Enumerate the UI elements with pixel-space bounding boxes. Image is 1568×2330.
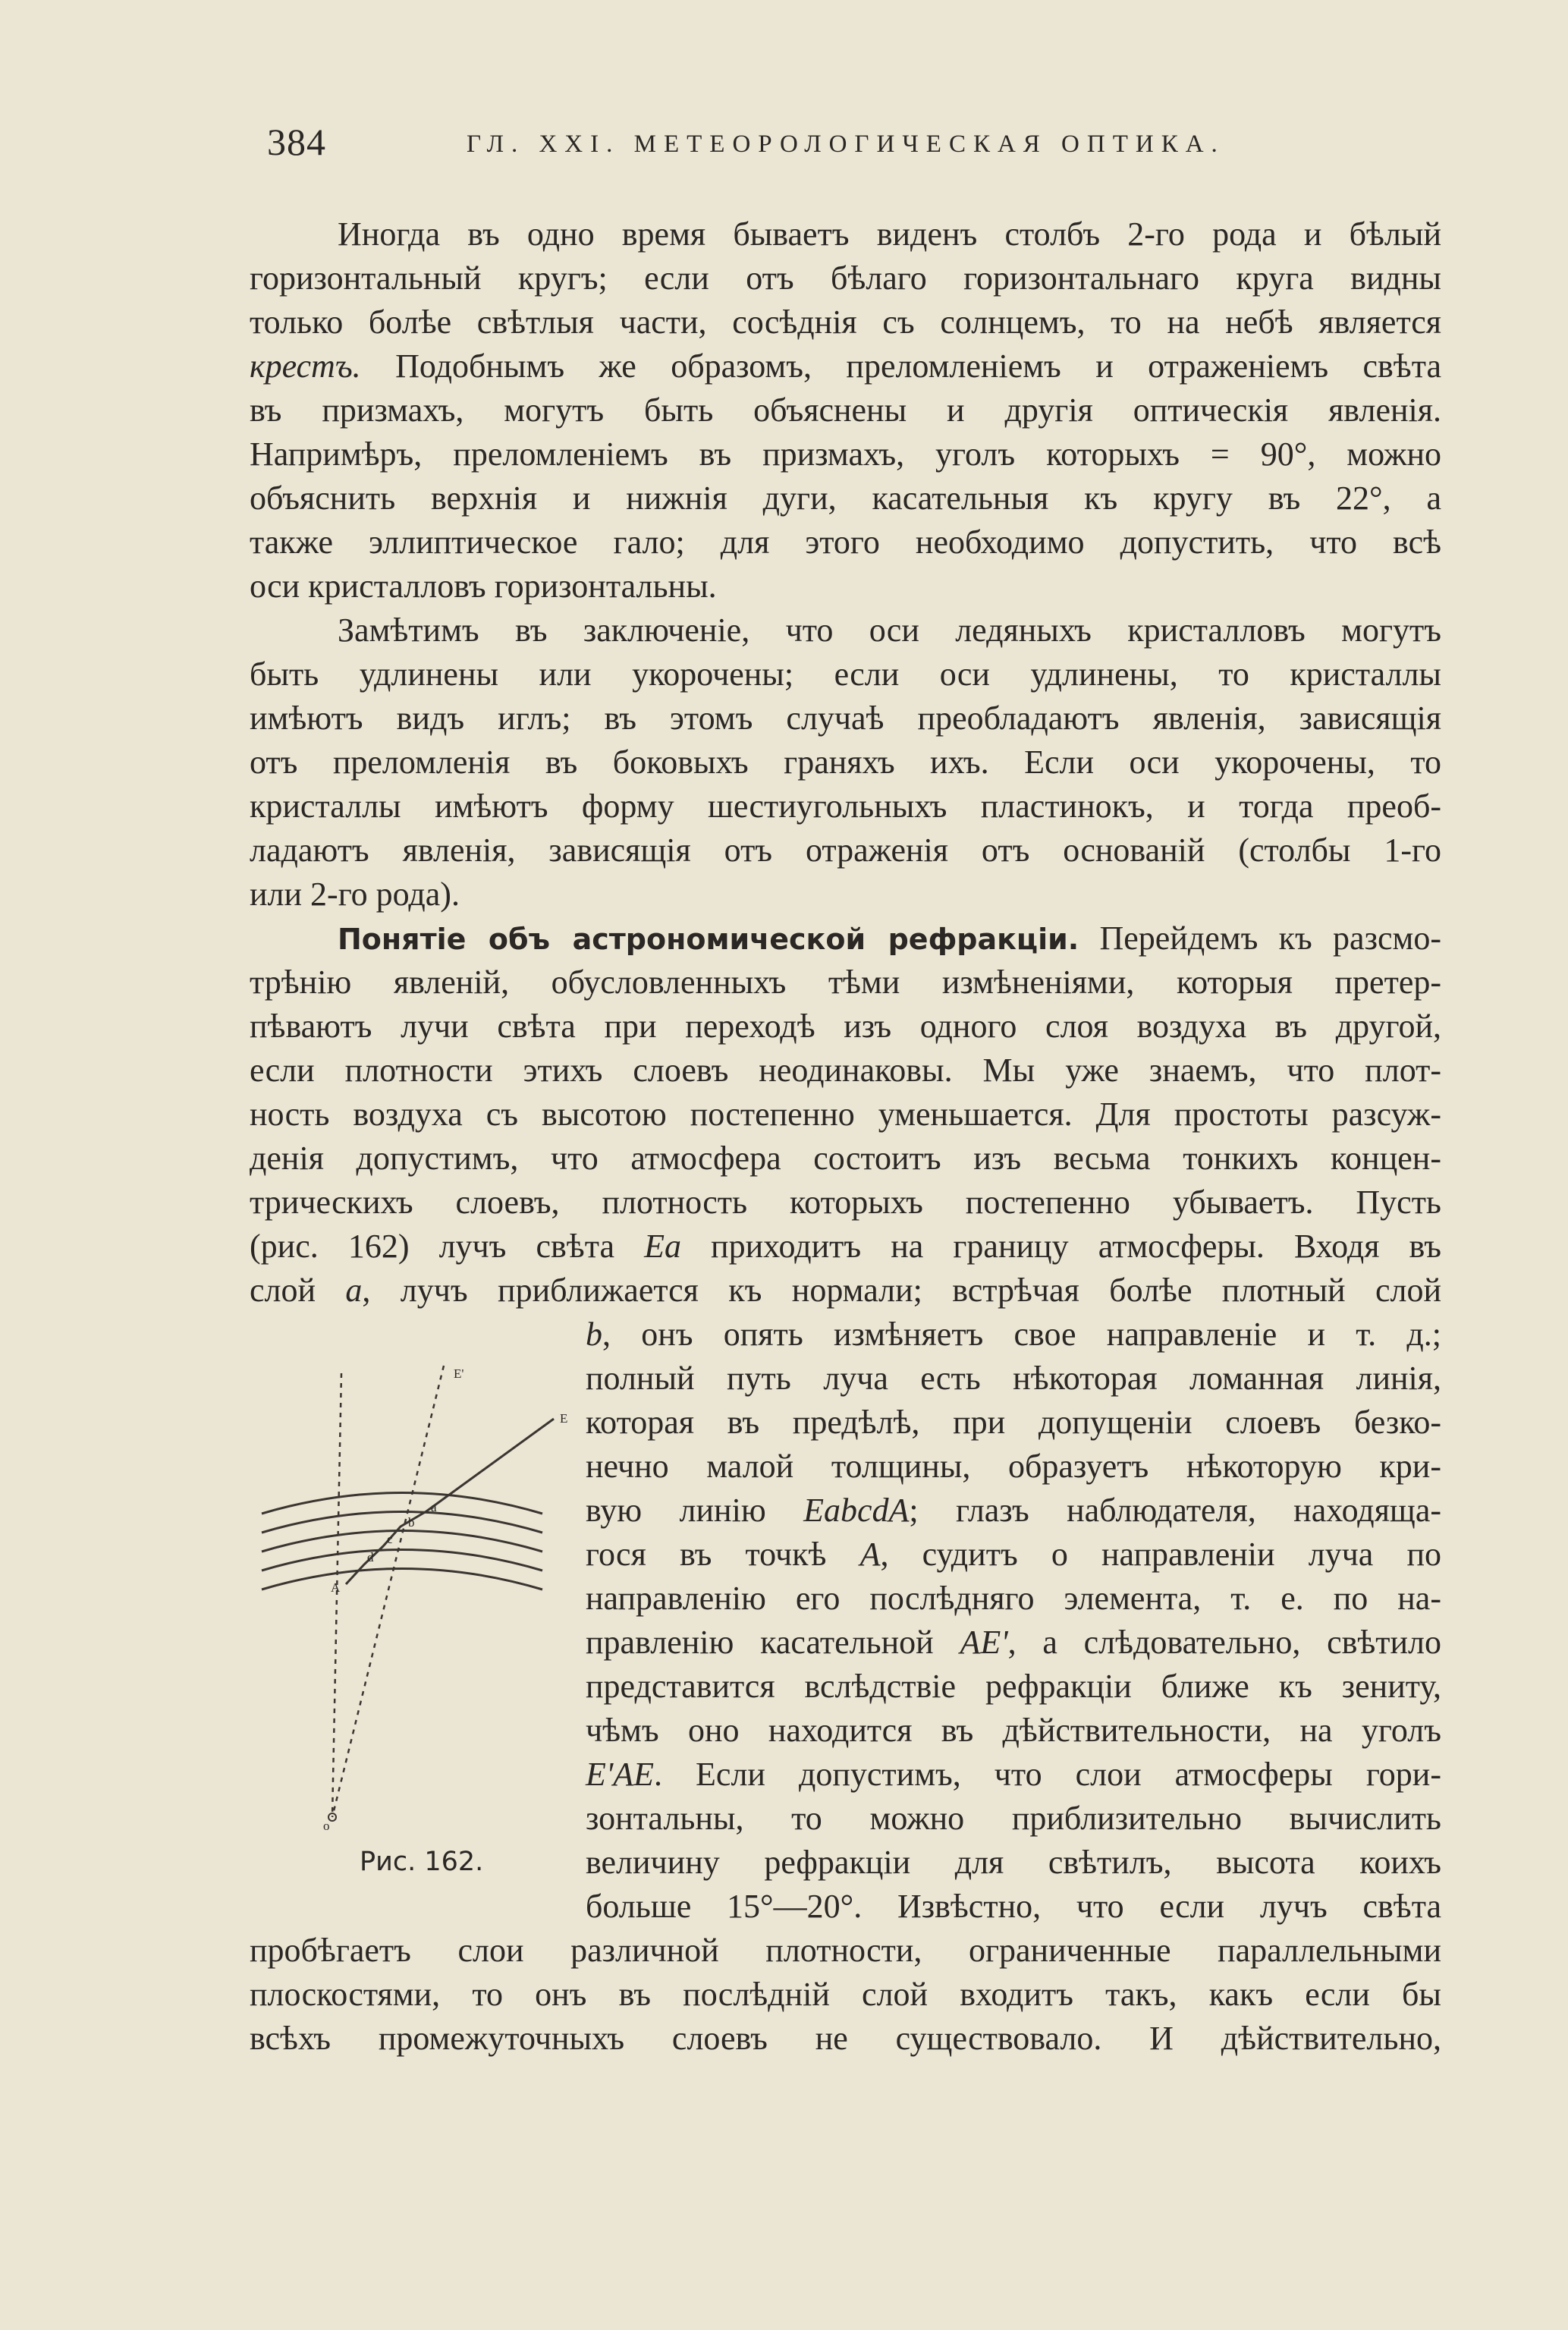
text-line: вую линію EabcdA; глазъ наблюдателя, находяща- [586,1492,1441,1529]
text-line: въ призмахъ, могутъ быть объяснены и другія оптическія явленія. [250,391,1441,429]
atmosphere-layer-d [262,1550,542,1571]
label-d: d [367,1550,374,1564]
text-line: имѣютъ видъ иглъ; въ этомъ случаѣ преобладаютъ явленія, зависящія [250,700,1441,737]
text-line: крестъ. Подобнымъ же образомъ, преломленіемъ и отраженіемъ свѣта [250,347,1441,385]
text-line: Понятіе объ астрономической рефракціи. Перейдемъ къ разсмо- [338,920,1441,957]
text-line: оси кристалловъ горизонтальны. [250,568,717,605]
text-line: полный путь луча есть нѣкоторая ломанная линія, [586,1360,1441,1397]
text-line: слой a, лучъ приближается къ нормали; встрѣчая болѣе плотный слой [250,1272,1441,1309]
running-head: ГЛ. XXI. МЕТЕОРОЛОГИЧЕСКАЯ ОПТИКА. [467,130,1225,158]
label-a: a [431,1500,437,1514]
text-line: Напримѣръ, преломленіемъ въ призмахъ, уголъ которыхъ = 90°, можно [250,435,1441,473]
text-line: плоскостями, то онъ въ послѣдній слой входитъ такъ, какъ если бы [250,1976,1441,2013]
text-line: или 2-го рода). [250,876,460,913]
text-line: пробѣгаетъ слои различной плотности, ограниченные параллельными [250,1932,1441,1969]
label-e: E [560,1411,568,1426]
label-c: c [387,1532,393,1546]
text-line: всѣхъ промежуточныхъ слоевъ не существовало. И дѣйствительно, [250,2020,1441,2057]
text-line: (рис. 162) лучъ свѣта Ea приходитъ на границу атмосферы. Входя въ [250,1228,1441,1265]
text-line: гося въ точкѣ A, судитъ о направленіи луча по [586,1536,1441,1573]
label-b: b [408,1515,415,1530]
atmosphere-layer-a [262,1493,542,1514]
text-line: денія допустимъ, что атмосфера состоитъ изъ весьма тонкихъ концен- [250,1140,1441,1177]
text-line: трическихъ слоевъ, плотность которыхъ постепенно убываетъ. Пусть [250,1184,1441,1221]
label-e-prime: E' [454,1366,464,1381]
refraction-figure [250,1351,584,1844]
text-line: чѣмъ оно находится въ дѣйствительности, на уголъ [586,1712,1441,1749]
page-number: 384 [267,121,326,163]
text-line: кристаллы имѣютъ форму шестиугольныхъ пластинокъ, и тогда преоб- [250,788,1441,825]
text-line: направленію его послѣдняго элемента, т. е. по на- [586,1580,1441,1617]
text-line: правленію касательной AE', а слѣдовательно, свѣтило [586,1624,1441,1661]
text-line: также эллиптическое гало; для этого необходимо допустить, что всѣ [250,524,1441,561]
atmosphere-layer-c [262,1531,542,1552]
text-line: зонтальны, то можно приблизительно вычислить [586,1800,1441,1837]
text-line: ность воздуха съ высотою постепенно уменьшается. Для простоты разсуж- [250,1096,1441,1133]
text-line: Замѣтимъ въ заключеніе, что оси ледяныхъ кристалловъ могутъ [338,612,1441,649]
text-line: если плотности этихъ слоевъ неодинаковы. Мы уже знаемъ, что плот- [250,1052,1441,1089]
text-line: только болѣе свѣтлыя части, сосѣднія съ солнцемъ, то на небѣ является [250,303,1441,341]
text-line: представится вслѣдствіе рефракціи ближе къ зениту, [586,1668,1441,1705]
label-a-observer: A [331,1580,341,1595]
text-line: ладаютъ явленія, зависящія отъ отраженія отъ основаній (столбы 1-го [250,832,1441,869]
text-line: E'AE. Если допустимъ, что слои атмосферы гори- [586,1756,1441,1793]
text-line: отъ преломленія въ боковыхъ граняхъ ихъ. Если оси укорочены, то [250,744,1441,781]
text-line: объяснить верхнія и нижнія дуги, касательныя къ кругу въ 22°, а [250,480,1441,517]
text-line: трѣнію явленій, обусловленныхъ тѣми измѣненіями, которыя претер- [250,964,1441,1001]
text-line: величину рефракціи для свѣтилъ, высота коихъ [586,1844,1441,1881]
text-line: нечно малой толщины, образуетъ нѣкоторую кри- [586,1448,1441,1485]
light-ray-path [346,1419,554,1584]
text-line: b, онъ опять измѣняетъ свое направленіе и т. д.; [586,1316,1441,1353]
atmosphere-layer-b [262,1512,542,1533]
ground-surface [262,1569,542,1590]
zenith-line [332,1373,341,1817]
text-line: быть удлинены или укорочены; если оси удлинены, то кристаллы [250,656,1441,693]
text-line: больше 15°—20°. Извѣстно, что если лучъ свѣта [586,1888,1441,1925]
text-line: пѣваютъ лучи свѣта при переходѣ изъ одного слоя воздуха въ другой, [250,1008,1441,1045]
section-heading: Понятіе объ астрономической рефракціи. [338,923,1079,956]
figure-caption: Рис. 162. [360,1847,484,1877]
text-line: Иногда въ одно время бываетъ виденъ столбъ 2-го рода и бѣлый [338,215,1441,253]
text-line: которая въ предѣлѣ, при допущеніи слоевъ безко- [586,1404,1441,1441]
label-o: o [323,1819,330,1833]
text-line: горизонтальный кругъ; если отъ бѣлаго горизонтальнаго круга видны [250,259,1441,297]
apparent-direction-line [332,1366,444,1817]
